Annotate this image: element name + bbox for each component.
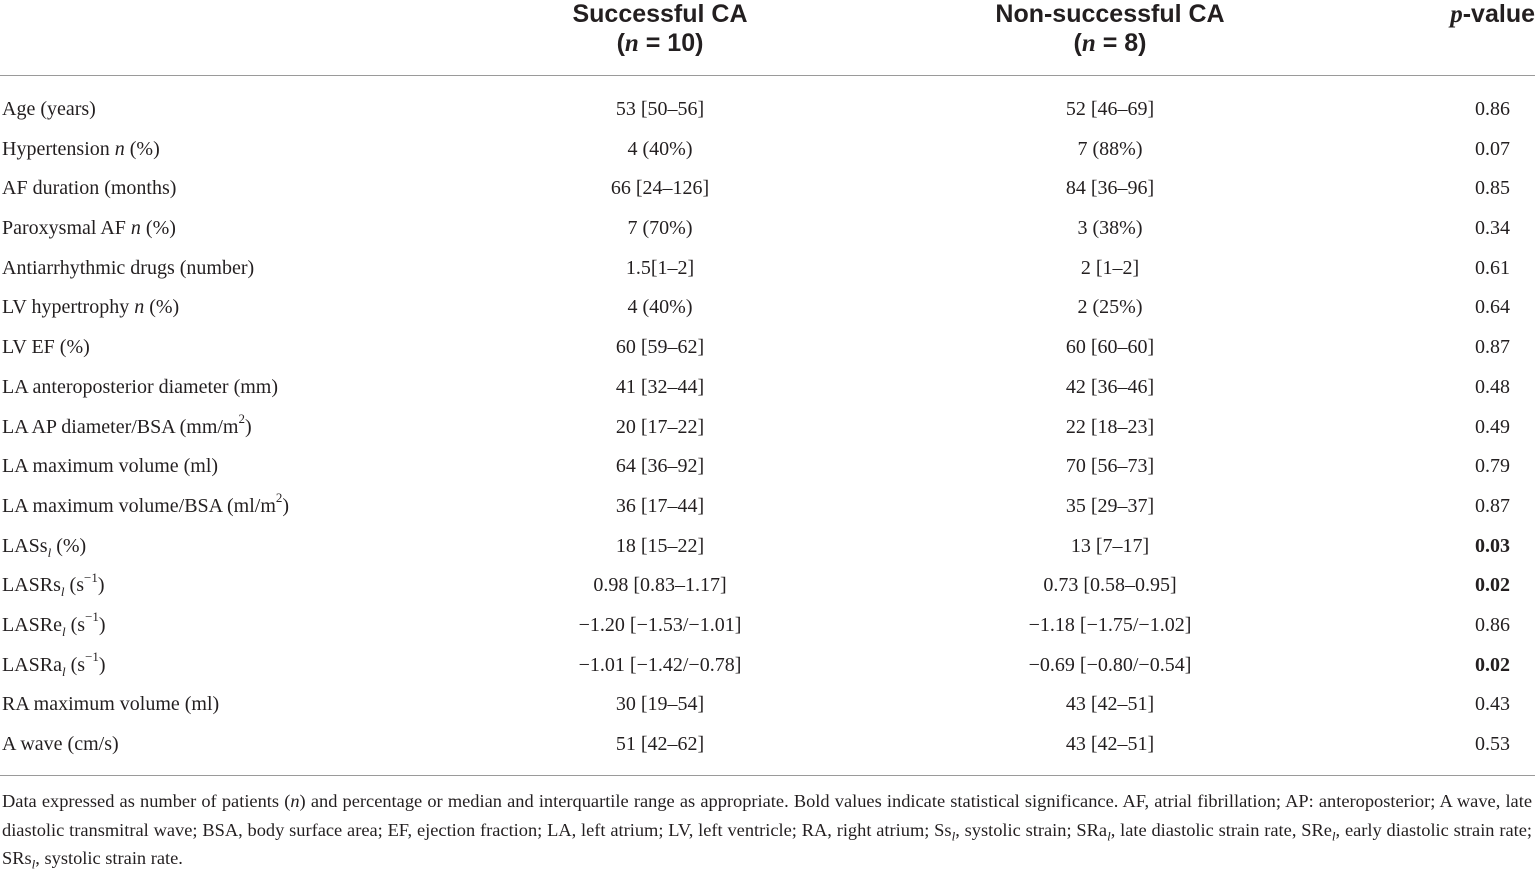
table-row	[0, 646, 1535, 686]
p-value: 0.34	[1475, 217, 1510, 240]
p-value: 0.85	[1475, 177, 1510, 200]
table-row	[0, 368, 1535, 408]
table-row	[0, 288, 1535, 328]
table-row	[0, 566, 1535, 606]
p-value: 0.86	[1475, 613, 1510, 636]
column-header-non-successful-ca	[960, 0, 1260, 58]
column-header-title: Successful CA	[572, 0, 748, 28]
n-value: = 10	[638, 29, 696, 57]
n-symbol: n	[1081, 30, 1096, 57]
row-label: LASs$_l$ (%)	[2, 534, 87, 560]
p-value: 0.02	[1475, 574, 1510, 597]
non-successful-value: 43 [42–51]	[1065, 693, 1155, 716]
non-successful-value: 13 [7–17]	[1070, 534, 1150, 557]
p-value: 0.79	[1475, 455, 1510, 478]
table-row	[0, 725, 1535, 765]
successful-value: 18 [15–22]	[615, 534, 705, 557]
successful-value: 20 [17–22]	[615, 415, 705, 438]
p-value: 0.03	[1475, 534, 1510, 557]
successful-value: 60 [59–62]	[615, 336, 705, 359]
non-successful-value: 43 [42–51]	[1065, 733, 1155, 755]
row-label: Paroxysmal AF n (%)	[2, 217, 176, 240]
p-value: 0.48	[1475, 375, 1510, 398]
successful-value: 41 [32–44]	[615, 375, 705, 398]
row-label: AF duration (months)	[2, 177, 177, 200]
row-label: RA maximum volume (ml)	[2, 693, 220, 716]
row-label: LASRa$_l$ $(s^{-1})$	[2, 648, 106, 679]
successful-value: 51 [42–62]	[615, 733, 705, 755]
row-label: Hypertension n (%)	[2, 137, 160, 160]
table-row	[0, 685, 1535, 725]
successful-value: 4 (40%)	[627, 137, 693, 160]
p-value: 0.07	[1475, 137, 1510, 160]
non-successful-value: 60 [60–60]	[1065, 336, 1155, 359]
successful-value: 66 [24–126]	[610, 177, 710, 200]
row-label: LASRe$_l$ $(s^{-1})$	[2, 609, 106, 639]
non-successful-value: 70 [56–73]	[1065, 455, 1155, 478]
non-successful-value: 2 (25%)	[1077, 296, 1143, 319]
table-row	[0, 90, 1535, 130]
row-label: LV EF (%)	[2, 336, 90, 359]
successful-value: 7 (70%)	[627, 217, 693, 240]
table-row	[0, 249, 1535, 289]
row-label: Age (years)	[2, 98, 96, 120]
non-successful-value: 0.73 [0.58–0.95]	[1043, 574, 1177, 597]
p-value: 0.86	[1475, 98, 1510, 120]
table-row	[0, 169, 1535, 209]
p-symbol: p	[1450, 1, 1463, 28]
column-header-p-value	[1415, 0, 1535, 29]
table-row	[0, 527, 1535, 567]
column-header-title: Non-successful CA	[995, 0, 1225, 28]
n-value: = 8	[1095, 29, 1139, 57]
row-label: LA maximum volume/BSA $(ml/m^2)$	[2, 490, 290, 517]
table-row	[0, 130, 1535, 170]
footer-divider	[0, 775, 1535, 776]
non-successful-value: 84 [36–96]	[1065, 177, 1155, 200]
non-successful-value: 3 (38%)	[1077, 217, 1143, 240]
table-row	[0, 447, 1535, 487]
non-successful-value: −0.69 [−0.80/−0.54]	[1028, 653, 1192, 676]
non-successful-value: −1.18 [−1.75/−1.02]	[1028, 613, 1192, 636]
p-value: 0.53	[1475, 733, 1510, 755]
successful-value: 30 [19–54]	[615, 693, 705, 716]
non-successful-value: 2 [1–2]	[1080, 256, 1140, 279]
table-row	[0, 487, 1535, 527]
successful-value: −1.01 [−1.42/−0.78]	[578, 653, 742, 676]
p-value: 0.02	[1475, 653, 1510, 676]
non-successful-value: 35 [29–37]	[1065, 494, 1155, 517]
table-row	[0, 606, 1535, 646]
successful-value: 36 [17–44]	[615, 494, 705, 517]
column-header-n: (n = 10)	[616, 29, 704, 57]
row-label: LV hypertrophy n (%)	[2, 296, 180, 319]
p-value-suffix: -value	[1462, 0, 1535, 28]
p-value: 0.87	[1475, 336, 1510, 359]
column-header-n: (n = 8)	[1073, 29, 1147, 57]
table-row	[0, 209, 1535, 249]
p-value: 0.43	[1475, 693, 1510, 716]
successful-value: 4 (40%)	[627, 296, 693, 319]
row-label: LA AP diameter/BSA $(mm/m^2)$	[2, 410, 252, 438]
non-successful-value: 7 (88%)	[1077, 137, 1143, 160]
n-symbol: n	[624, 30, 639, 57]
non-successful-value: 22 [18–23]	[1065, 415, 1155, 438]
row-label: LA anteroposterior diameter (mm)	[2, 375, 279, 398]
table-row	[0, 328, 1535, 368]
successful-value: 64 [36–92]	[615, 455, 705, 478]
row-label: A wave (cm/s)	[2, 733, 119, 755]
row-label: LASRs$_l$ $(s^{-1})$	[2, 569, 105, 600]
table-body	[0, 90, 1535, 765]
table-footnote: Data expressed as number of patients (n) and percentage or median and interquartile range as appropriate. Bold values indicate statistical significance. AF, atrial fibrillation; AP: anteroposterior; A wave, late diastolic transmitral wave; BSA, body surface area; EF, ejection fraction; LA, left atrium; LV, left ventricle; RA, right atrium; $Ss_l$, systolic strain; SRa$_l$, late diastolic strain rate, SRe$_l$, early diastolic strain rate; SRs$_l$, systolic strain rate.	[2, 791, 1532, 872]
non-successful-value: 52 [46–69]	[1065, 98, 1155, 120]
successful-value: −1.20 [−1.53/−1.01]	[578, 613, 742, 636]
non-successful-value: 42 [36–46]	[1065, 375, 1155, 398]
header-divider	[0, 75, 1535, 76]
p-value: 0.64	[1475, 296, 1510, 319]
successful-value: 53 [50–56]	[615, 98, 705, 120]
p-value: 0.49	[1475, 415, 1510, 438]
row-label: LA maximum volume (ml)	[2, 455, 219, 478]
column-header-successful-ca	[510, 0, 810, 58]
p-value: 0.87	[1475, 494, 1510, 517]
p-value: 0.61	[1475, 256, 1510, 279]
successful-value: 1.5[1–2]	[625, 256, 695, 279]
table-row	[0, 408, 1535, 448]
row-label: Antiarrhythmic drugs (number)	[2, 256, 255, 279]
successful-value: 0.98 [0.83–1.17]	[593, 574, 727, 597]
